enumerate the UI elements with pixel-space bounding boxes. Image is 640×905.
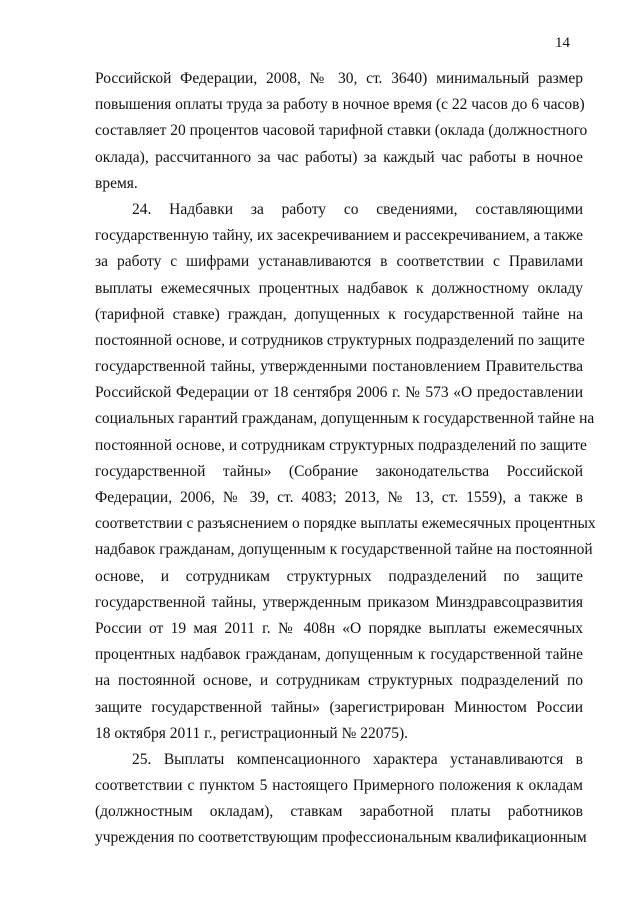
- document-body: [95, 66, 596, 852]
- text-line: постоянной основе, и сотрудников структурных подразделений по защите: [95, 331, 585, 349]
- text-line: Российской Федерации, 2008, № 30, ст. 3640) минимальный размер: [95, 70, 583, 87]
- text-line: защите государственной тайны» (зарегистрирован Минюстом России: [95, 698, 583, 716]
- text-line: на постоянной основе, и сотрудникам структурных подразделений по: [95, 672, 583, 690]
- text-line: соответствии с пунктом 5 настоящего Примерного положения к окладам: [95, 777, 583, 795]
- text-line: государственной тайны, утвержденным приказом Минздравсоцразвития: [95, 593, 583, 611]
- text-line: выплаты ежемесячных процентных надбавок к должностному окладу: [95, 279, 583, 297]
- text-line: (должностным окладам), ставкам заработной платы работников: [95, 803, 583, 821]
- text-line: основе, и сотрудникам структурных подразделений по защите: [95, 567, 583, 585]
- page-number: 14: [555, 35, 570, 51]
- text-line: 25. Выплаты компенсационного характера устанавливаются в: [132, 750, 583, 768]
- text-line: 24. Надбавки за работу со сведениями, составляющими: [132, 200, 583, 218]
- text-line: за работу с шифрами устанавливаются в соответствии с Правилами: [95, 253, 583, 271]
- text-line: повышения оплаты труда за работу в ночное время (с 22 часов до 6 часов): [95, 96, 585, 114]
- text-line: надбавок гражданам, допущенным к государственной тайне на постоянной: [95, 541, 593, 559]
- text-line: государственную тайну, их засекречиванием и рассекречиванием, а также: [95, 227, 583, 245]
- text-line: Федерации, 2006, № 39, ст. 4083; 2013, № 13, ст. 1559), а также в: [95, 489, 583, 506]
- text-line: России от 19 мая 2011 г. № 408н «О порядке выплаты ежемесячных: [95, 619, 583, 637]
- text-line: Российской Федерации от 18 сентября 2006 г. № 573 «О предоставлении: [95, 384, 583, 402]
- text-line: 18 октября 2011 г., регистрационный № 22075).: [95, 724, 409, 742]
- text-line: постоянной основе, и сотрудникам структурных подразделений по защите: [95, 436, 587, 454]
- text-line: государственной тайны, утвержденными постановлением Правительства: [95, 358, 583, 376]
- text-line: соответствии с разъяснением о порядке выплаты ежемесячных процентных: [95, 515, 596, 533]
- text-line: (тарифной ставке) граждан, допущенных к государственной тайне на: [95, 305, 583, 323]
- text-line: государственной тайны» (Собрание законодательства Российской: [95, 462, 583, 480]
- text-line: учреждения по соответствующим профессиональным квалификационным: [95, 829, 587, 847]
- text-line: оклада), рассчитанного за час работы) за каждый час работы в ночное: [95, 148, 583, 166]
- text-line: социальных гарантий гражданам, допущенным к государственной тайне на: [95, 410, 595, 428]
- text-line: процентных надбавок гражданам, допущенным к государственной тайне: [95, 646, 583, 664]
- text-line: составляет 20 процентов часовой тарифной ставки (оклада (должностного: [95, 122, 588, 140]
- text-line: время.: [95, 174, 138, 192]
